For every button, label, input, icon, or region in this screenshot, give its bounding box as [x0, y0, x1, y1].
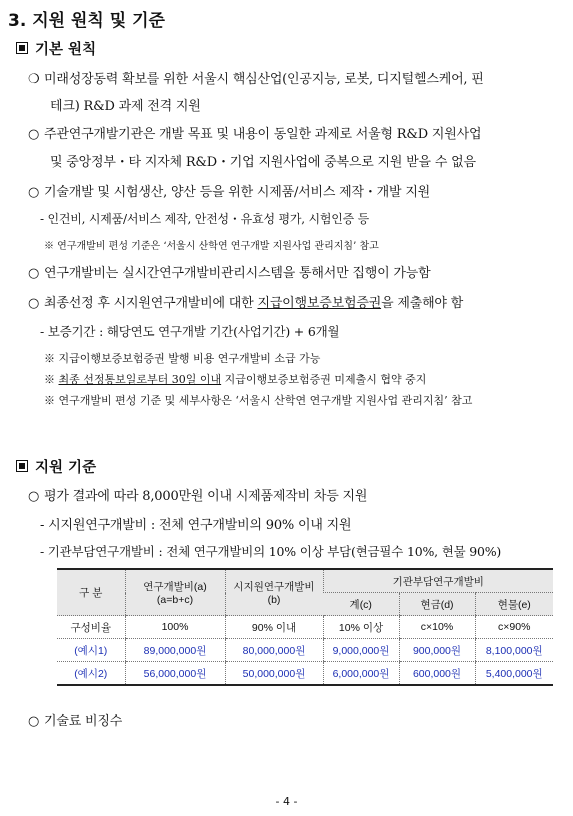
- principle-item-2: ○ 주관연구개발기관은 개발 목표 및 내용이 동일한 과제로 서울형 R&D 지원사업: [28, 127, 482, 142]
- header-kind: 현물(e): [475, 593, 553, 616]
- criteria-item-1: ○ 평가 결과에 따라 8,000만원 이내 시제품제작비 차등 지원: [28, 489, 368, 504]
- section-title: 지원 기준: [35, 460, 97, 476]
- section-support-criteria: [16, 456, 96, 477]
- filled-square-icon: [16, 42, 28, 54]
- page-title: 3. 지원 원칙 및 기준: [8, 11, 165, 31]
- principle-item-2-cont: 및 중앙정부・타 지자체 R&D・기업 지원사업에 중복으로 지원 받을 수 없음: [50, 155, 476, 170]
- principle-item-3: ○ 기술개발 및 시험생산, 양산 등을 위한 시제품/서비스 제작・개발 지원: [28, 185, 431, 200]
- principle-sub-2: - 보증기간 : 해당연도 연구개발 기간(사업기간) + 6개월: [40, 324, 340, 339]
- header-sum: 계(c): [323, 593, 399, 616]
- header-gubun: 구 분: [57, 569, 125, 616]
- criteria-sub-1: - 시지원연구개발비 : 전체 연구개발비의 90% 이내 지원: [40, 518, 352, 533]
- section-basic-principles: [16, 38, 96, 59]
- criteria-item-2: ○ 기술료 비징수: [28, 714, 123, 729]
- principle-item-5: ○ 최종선정 후 시지원연구개발비에 대한 지급이행보증보험증권을 제출해야 함: [28, 296, 464, 311]
- header-total: 연구개발비(a) (a=b+c): [125, 569, 225, 616]
- principle-note-1: ※ 연구개발비 편성 기준은 ‘서울시 산학연 연구개발 지원사업 관리지침’ 참고: [44, 241, 379, 252]
- principle-item-4: ○ 연구개발비는 실시간연구개발비관리시스템을 통해서만 집행이 가능함: [28, 266, 431, 281]
- header-city: 시지원연구개발비 (b): [225, 569, 323, 616]
- budget-table: [57, 568, 553, 686]
- section-title: 기본 원칙: [35, 42, 97, 58]
- guarantee-insurance-term: 지급이행보증보험증권: [257, 296, 382, 311]
- header-institution: 기관부담연구개발비: [323, 569, 553, 593]
- table-row: 구성비율 100% 90% 이내 10% 이상 c×10% c×90%: [57, 616, 553, 639]
- principle-note-4: ※ 연구개발비 편성 기준 및 세부사항은 ‘서울시 산학연 연구개발 지원사업 관리지침’ 참고: [44, 394, 473, 407]
- principle-item-1-cont: 테크) R&D 과제 전격 지원: [50, 99, 201, 114]
- principle-sub-1: - 인건비, 시제품/서비스 제작, 안전성・유효성 평가, 시험인증 등: [40, 212, 370, 226]
- principle-note-2: ※ 지급이행보증보험증권 발행 비용 연구개발비 소급 가능: [44, 352, 321, 365]
- filled-square-icon: [16, 460, 28, 472]
- criteria-sub-2: - 기관부담연구개발비 : 전체 연구개발비의 10% 이상 부담(현금필수 10%, 현물 90%): [40, 544, 502, 559]
- header-cash: 현금(d): [399, 593, 475, 616]
- principle-note-3: ※ 최종 선정통보일로부터 30일 이내 지급이행보증보험증권 미제출시 협약 중지: [44, 373, 427, 386]
- table-row: (예시1) 89,000,000원 80,000,000원 9,000,000원 900,000원 8,100,000원: [57, 639, 553, 662]
- table-row: (예시2) 56,000,000원 50,000,000원 6,000,000원 600,000원 5,400,000원: [57, 662, 553, 686]
- principle-item-1: ❍ 미래성장동력 확보를 위한 서울시 핵심산업(인공지능, 로봇, 디지털헬스케어, 핀: [28, 72, 484, 87]
- page-number: - 4 -: [275, 795, 298, 808]
